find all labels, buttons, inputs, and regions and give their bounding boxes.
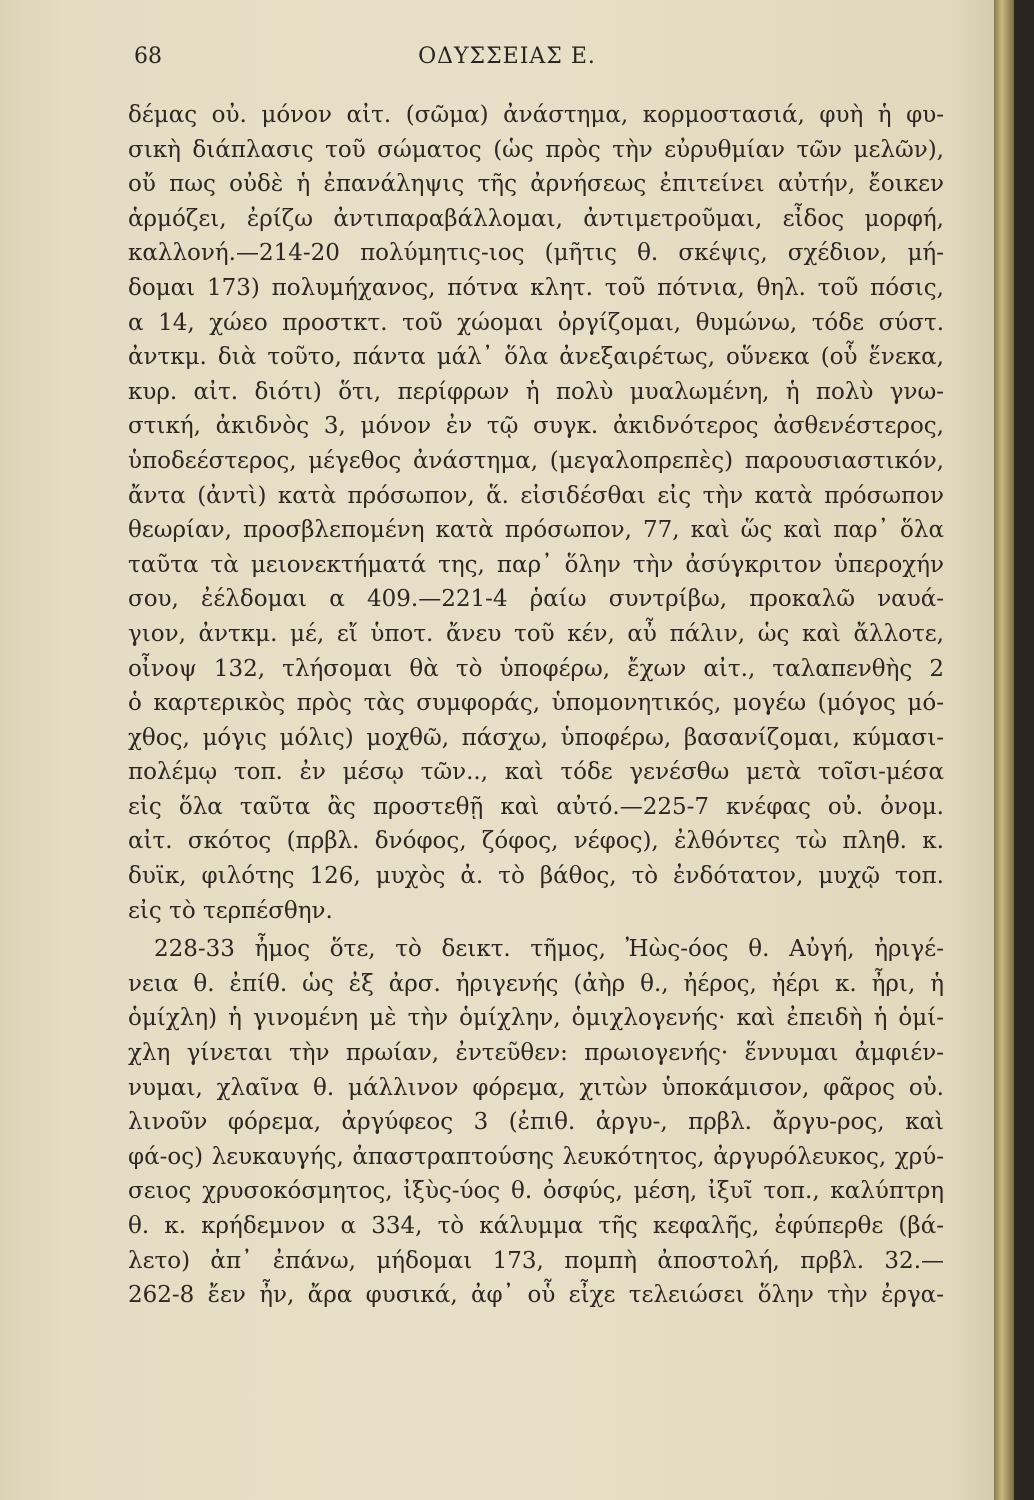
text-line: σου, ἐέλδομαι α 409.—221-4 ῥαίω συντρίβω, προκαλῶ ναυά- (128, 586, 944, 613)
text-line: πολέμῳ τοπ. ἐν μέσῳ τῶν.., καὶ τόδε γενέσθω μετὰ τοῖσι-μέσα (128, 759, 944, 786)
text-line: στική, ἀκιδνὸς 3, μόνον ἐν τῷ συγκ. ἀκιδνότερος ἀσθενέστερος, (128, 413, 944, 440)
text-line: οἶνοψ 132, τλήσομαι θὰ τὸ ὑποφέρω, ἔχων αἰτ., ταλαπενθὴς 2 (128, 655, 944, 682)
text-line: α 14, χώεο προστκτ. τοῦ χώομαι ὀργίζομαι, θυμώνω, τόδε σύστ. (128, 309, 944, 336)
text-line: εἰς τὸ τερπέσθην. (128, 897, 333, 924)
text-line: γιον, ἀντκμ. μέ, εἴ ὑποτ. ἄνευ τοῦ κέν, αὖ πάλιν, ὡς καὶ ἄλλοτε, (128, 620, 944, 647)
text-line: λετο) ἀπ᾽ ἐπάνω, μήδομαι 173, πομπὴ ἀποστολή, πρβλ. 32.— (128, 1247, 944, 1274)
text-line: νεια θ. ἐπίθ. ὡς ἐξ ἀρσ. ἠριγενής (ἀὴρ θ., ἠέρος, ἠέρι κ. ἦρι, ἡ (128, 970, 944, 997)
text-line: καλλονή.—214-20 πολύμητις-ιος (μῆτις θ. σκέψις, σχέδιον, μή- (128, 240, 944, 267)
text-line: δέμας οὐ. μόνον αἰτ. (σῶμα) ἀνάστημα, κορμοστασιά, φυὴ ἡ φυ- (128, 102, 944, 128)
text-line: ἀντκμ. διὰ τοῦτο, πάντα μάλ᾽ ὅλα ἀνεξαιρέτως, οὕνεκα (οὗ ἕνεκα, (128, 344, 944, 371)
text-line: 228-33 ἦμος ὅτε, τὸ δεικτ. τῆμος, Ἠὼς-όος θ. Αὐγή, ἠριγέ- (154, 936, 944, 963)
text-line: 262-8 ἔεν ἦν, ἄρα φυσικά, ἀφ᾽ οὗ εἶχε τελειώσει ὅλην τὴν ἐργα- (128, 1282, 944, 1309)
text-line: εἰς ὅλα ταῦτα ἂς προστεθῇ καὶ αὐτό.—225-7 κνέφας οὐ. ὀνομ. (128, 793, 944, 820)
book-spine-edge (994, 0, 1014, 1500)
text-line: ἄντα (ἀντὶ) κατὰ πρόσωπον, ἅ. εἰσιδέσθαι εἰς τὴν κατὰ πρόσωπον (128, 482, 944, 509)
text-line: δομαι 173) πολυμήχανος, πότνα κλητ. τοῦ πότνια, θηλ. τοῦ πόσις, (128, 274, 944, 301)
text-line: σικὴ διάπλασις τοῦ σώματος (ὡς πρὸς τὴν εὐρυθμίαν τῶν μελῶν), (128, 136, 944, 163)
text-line: αἰτ. σκότος (πρβλ. δνόφος, ζόφος, νέφος), ἐλθόντες τὼ πληθ. κ. (128, 828, 944, 855)
text-line: νυμαι, χλαῖνα θ. μάλλινον φόρεμα, χιτὼν ὑποκάμισον, φᾶρος οὐ. (128, 1074, 944, 1101)
text-line: χθος, μόγις μόλις) μοχθῶ, πάσχω, ὑποφέρω, βασανίζομαι, κύμασι- (128, 724, 944, 751)
text-line: θ. κ. κρήδεμνον α 334, τὸ κάλυμμα τῆς κεφαλῆς, ἐφύπερθε (βά- (128, 1213, 944, 1239)
commentary-text (128, 98, 944, 1313)
text-line: φά-ος) λευκαυγής, ἀπαστραπτούσης λευκότητος, ἀργυρόλευκος, χρύ- (128, 1143, 944, 1170)
text-line: οὔ πως οὐδὲ ἡ ἐπανάληψις τῆς ἀρνήσεως ἐπιτείνει αὐτήν, ἔοικεν (128, 171, 944, 198)
text-line: ὑποδεέστερος, μέγεθος ἀνάστημα, (μεγαλοπρεπὲς) παρουσιαστικόν, (128, 447, 944, 474)
text-line: λινοῦν φόρεμα, ἀργύφεος 3 (ἐπιθ. ἀργυ-, πρβλ. ἄργυ-ρος, καὶ (128, 1109, 944, 1136)
text-line: δυϊκ, φιλότης 126, μυχὸς ἀ. τὸ βάθος, τὸ ἐνδότατον, μυχῷ τοπ. (128, 863, 944, 890)
text-line: κυρ. αἰτ. διότι) ὅτι, περίφρων ἡ πολὺ μυαλωμένη, ἡ πολὺ γνω- (128, 378, 944, 405)
text-line: ὁμίχλη) ἡ γινομένη μὲ τὴν ὁμίχλην, ὁμιχλογενής· καὶ ἐπειδὴ ἡ ὁμί- (128, 1005, 944, 1032)
text-line: χλη γίνεται τὴν πρωίαν, ἐντεῦθεν: πρωιογενής· ἕννυμαι ἀμφιέν- (128, 1040, 944, 1067)
text-line: σειος χρυσοκόσμητος, ἰξὺς-ύος θ. ὀσφύς, μέση, ἰξυῖ τοπ., καλύπτρη (128, 1178, 944, 1205)
running-title: ΟΔΥΣΣΕΙΑΣ Ε. (418, 44, 596, 69)
page-number: 68 (134, 44, 162, 69)
text-line: ὁ καρτερικὸς πρὸς τὰς συμφοράς, ὑπομονητικός, μογέω (μόγος μό- (128, 690, 944, 717)
text-line: θεωρίαν, προσβλεπομένη κατὰ πρόσωπον, 77, καὶ ὥς καὶ παρ᾽ ὅλα (128, 517, 944, 544)
page-header (0, 44, 1014, 84)
text-line: ταῦτα τὰ μειονεκτήματά της, παρ᾽ ὅλην τὴν ἀσύγκριτον ὑπεροχήν (128, 551, 944, 578)
text-line: ἁρμόζει, ἐρίζω ἀντιπαραβάλλομαι, ἀντιμετροῦμαι, εἶδος μορφή, (128, 205, 944, 232)
